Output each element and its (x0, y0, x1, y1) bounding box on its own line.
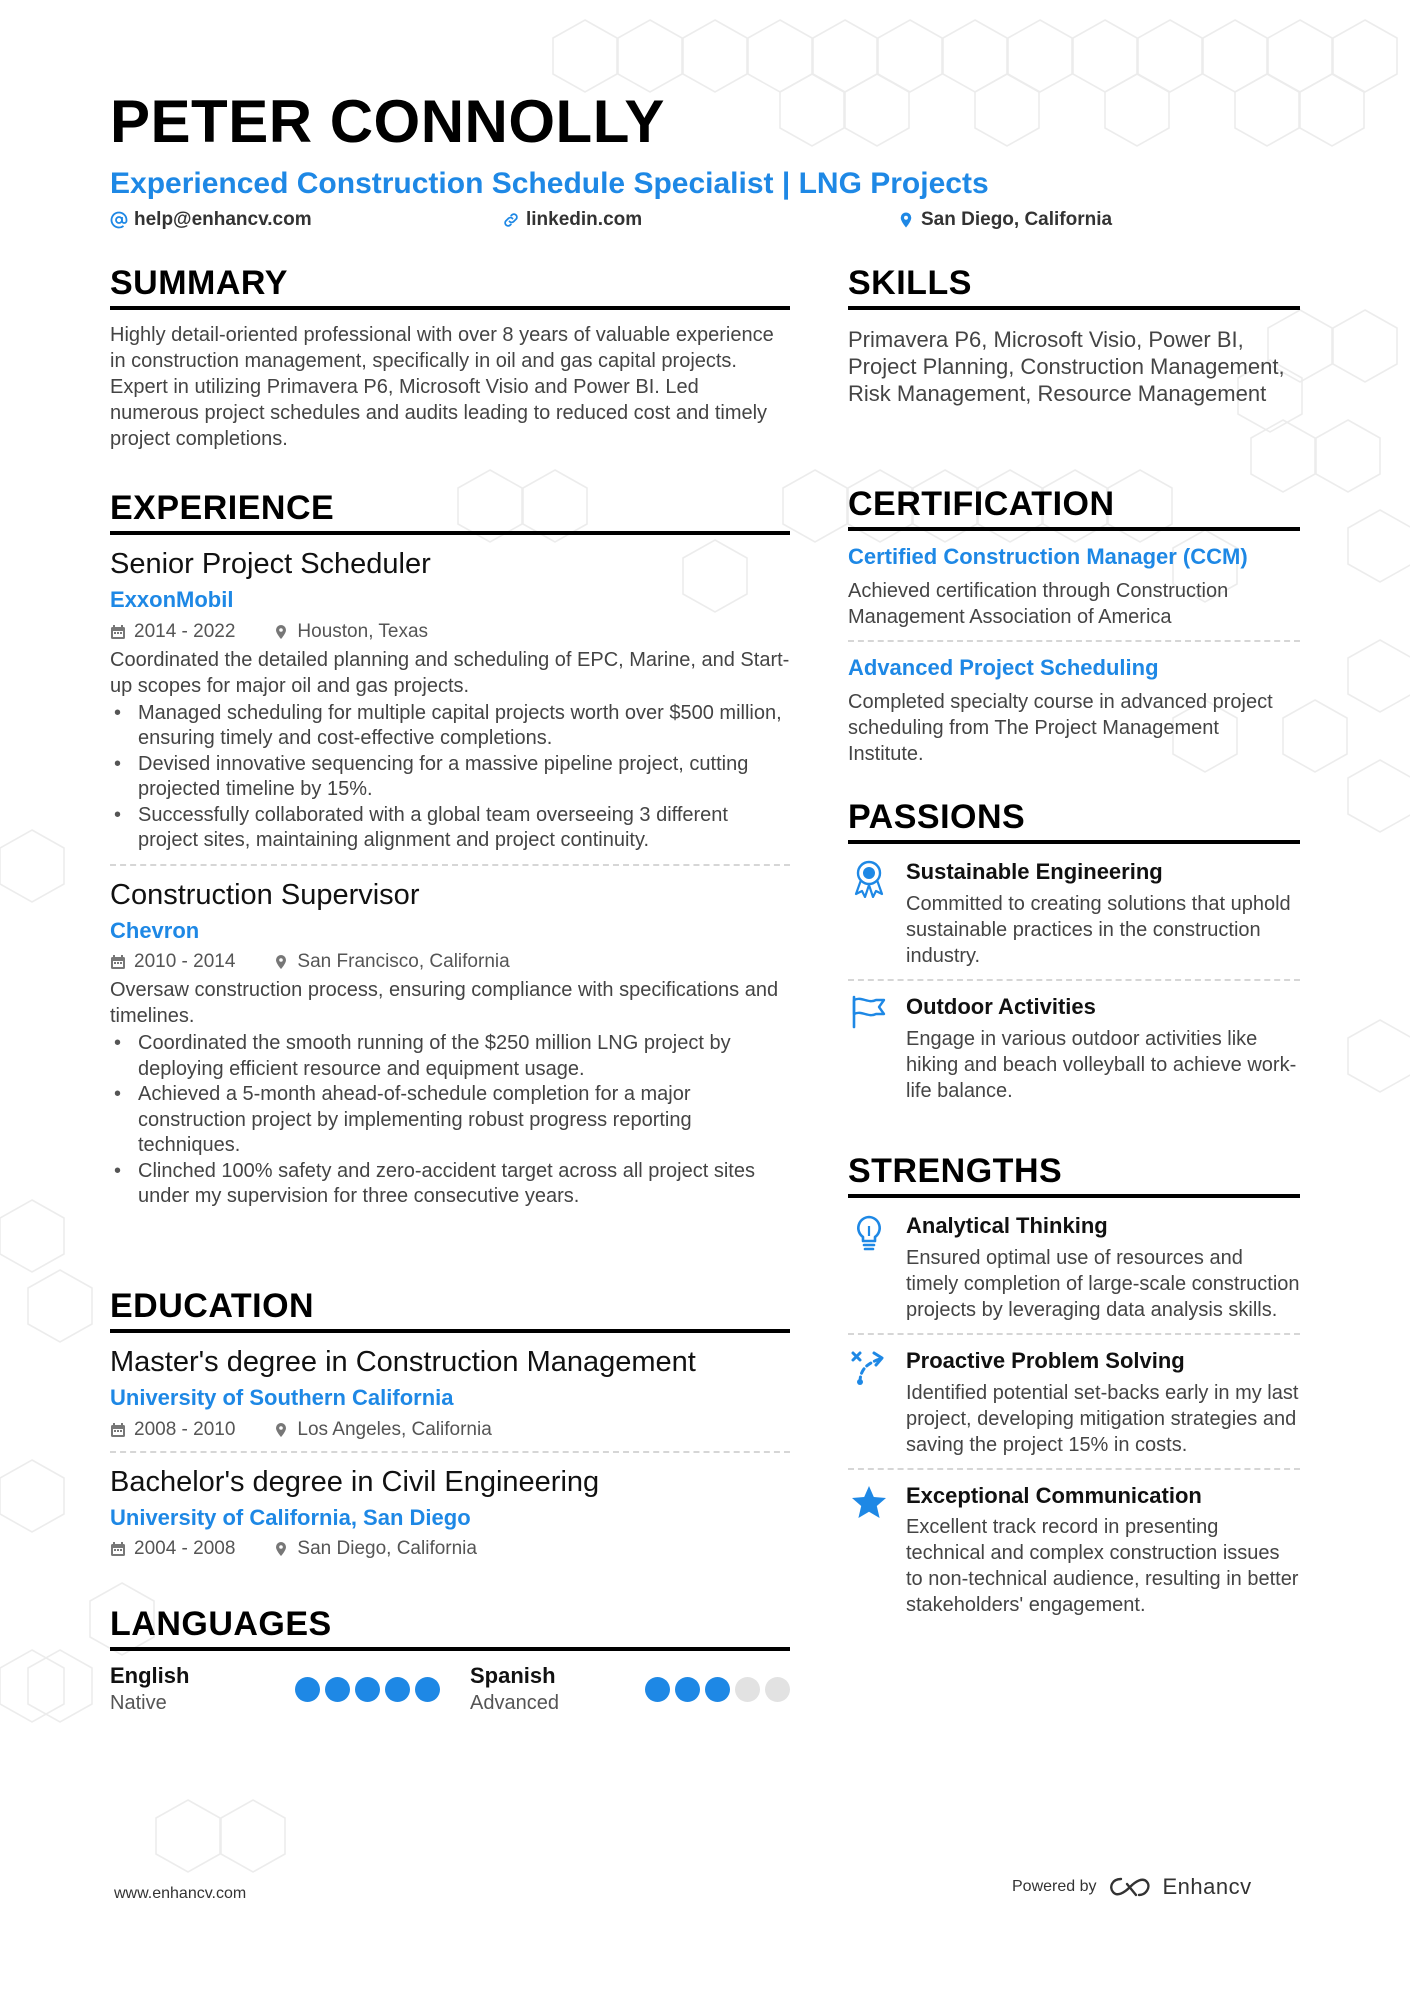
degree-title: Master's degree in Construction Management (110, 1346, 696, 1379)
languages-list (110, 1663, 790, 1715)
calendar-icon (110, 1541, 126, 1557)
strength-description: Ensured optimal use of resources and timely completion of large-scale construction projects by leveraging data analysis skills. (906, 1246, 1300, 1321)
passions-heading: PASSIONS (848, 799, 1300, 844)
strength-description: Identified potential set-backs early in my last project, developing mitigation strategies and saving the project 15% in costs. (906, 1381, 1299, 1456)
job-bullet: • Clinched 100% safety and zero-accident target across all project sites under my supervision for three consecutive years. (138, 1159, 790, 1210)
languages-heading: LANGUAGES (110, 1606, 790, 1651)
language-name: Spanish (470, 1663, 556, 1689)
passion-description: Committed to creating solutions that uphold sustainable practices in the construction industry. (906, 892, 1291, 967)
language-level: Advanced (470, 1691, 559, 1714)
job-location: San Francisco, California (297, 951, 510, 973)
passion-item (848, 858, 1300, 969)
rating-dot (355, 1677, 380, 1702)
dashed-divider (848, 1333, 1300, 1335)
location-pin-icon (273, 954, 289, 970)
dashed-divider (848, 640, 1300, 642)
education-dates: 2008 - 2010 (134, 1418, 236, 1440)
strength-title: Exceptional Communication (906, 1482, 1202, 1508)
experience-heading: EXPERIENCE (110, 490, 790, 535)
location-text: San Diego, California (921, 209, 1113, 230)
rating-dot (415, 1677, 440, 1702)
award-ribbon-icon (852, 860, 886, 898)
job-meta (110, 621, 790, 643)
job-dates: 2014 - 2022 (134, 620, 236, 642)
location-pin-icon (273, 624, 289, 640)
experience-entry (110, 878, 790, 1210)
candidate-tagline: Experienced Construction Schedule Specialist | LNG Projects (110, 167, 989, 200)
education-entry (110, 1345, 790, 1440)
school-name: University of California, San Diego (110, 1504, 471, 1530)
strength-description: Excellent track record in presenting technical and complex construction issues to non-technical audience, resulting in better stakeholders' engagement. (906, 1516, 1299, 1617)
education-heading: EDUCATION (110, 1288, 790, 1333)
language-rating (645, 1677, 790, 1702)
dashed-divider (848, 1468, 1300, 1470)
linkedin-text: linkedin.com (526, 209, 643, 230)
certification-name: Advanced Project Scheduling (848, 654, 1159, 680)
rating-dot (385, 1677, 410, 1702)
strength-item (848, 1347, 1300, 1458)
summary-heading: SUMMARY (110, 265, 790, 310)
strength-title: Analytical Thinking (906, 1213, 1108, 1239)
job-bullets (110, 1031, 790, 1210)
job-bullet: • Devised innovative sequencing for a massive pipeline project, cutting projected timeline by 15%. (138, 752, 790, 803)
certification-item (848, 543, 1300, 630)
language-level: Native (110, 1691, 167, 1714)
star-icon (850, 1484, 888, 1520)
job-bullet: • Managed scheduling for multiple capital projects worth over $500 million, ensuring timely and cost-effective completions. (138, 701, 790, 752)
location-pin-icon (273, 1422, 289, 1438)
calendar-icon (110, 624, 126, 640)
language-item (470, 1663, 790, 1715)
lightbulb-icon (854, 1214, 884, 1252)
passion-description: Engage in various outdoor activities like hiking and beach volleyball to achieve work-life balance. (906, 1027, 1297, 1102)
education-location: Los Angeles, California (297, 1418, 492, 1440)
language-name: English (110, 1663, 190, 1689)
job-dates: 2010 - 2014 (134, 951, 236, 973)
rating-dot (765, 1677, 790, 1702)
footer-branding[interactable] (1012, 1874, 1252, 1900)
languages-section (110, 1606, 790, 1716)
language-rating (295, 1677, 440, 1702)
candidate-name: PETER CONNOLLY (110, 88, 665, 155)
skills-section (848, 265, 1300, 407)
flag-icon (850, 995, 888, 1029)
footer-website[interactable]: www.enhancv.com (114, 1885, 247, 1902)
calendar-icon (110, 1422, 126, 1438)
location-pin-icon (897, 211, 915, 229)
job-company: Chevron (110, 917, 200, 943)
language-item (110, 1663, 470, 1715)
passion-title: Sustainable Engineering (906, 859, 1163, 885)
certification-section (848, 486, 1300, 767)
skills-heading: SKILLS (848, 265, 1300, 310)
education-location: San Diego, California (297, 1538, 477, 1560)
location-pin-icon (273, 1541, 289, 1557)
certification-heading: CERTIFICATION (848, 486, 1300, 531)
job-company: ExxonMobil (110, 587, 234, 613)
brand-name: Enhancv (1162, 1874, 1252, 1899)
rating-dot (325, 1677, 350, 1702)
strength-item (848, 1212, 1300, 1323)
strength-item (848, 1482, 1300, 1619)
rating-dot (675, 1677, 700, 1702)
job-role: Construction Supervisor (110, 878, 420, 911)
strength-title: Proactive Problem Solving (906, 1347, 1185, 1373)
job-bullet: • Successfully collaborated with a global team overseeing 3 different project sites, maintaining alignment and project continuity. (138, 803, 790, 854)
job-role: Senior Project Scheduler (110, 548, 431, 581)
job-location: Houston, Texas (297, 620, 429, 642)
strategy-path-icon (850, 1349, 888, 1385)
contact-linkedin[interactable] (502, 209, 642, 231)
job-description: Coordinated the detailed planning and scheduling of EPC, Marine, and Start-up scopes for major oil and gas projects. (110, 648, 790, 697)
skills-text: Primavera P6, Microsoft Visio, Power BI, Project Planning, Construction Management, Risk Management, Resource Management (848, 327, 1285, 407)
job-description: Oversaw construction process, ensuring compliance with specifications and timelines. (110, 979, 779, 1028)
certification-name: Certified Construction Manager (CCM) (848, 544, 1248, 570)
strengths-heading: STRENGTHS (848, 1153, 1300, 1198)
rating-dot (295, 1677, 320, 1702)
calendar-icon (110, 954, 126, 970)
enhancv-logo-icon (1107, 1875, 1153, 1899)
job-meta (110, 951, 790, 973)
experience-section (110, 490, 790, 1210)
degree-title: Bachelor's degree in Civil Engineering (110, 1465, 600, 1498)
certification-description: Achieved certification through Construction Management Association of America (848, 579, 1229, 628)
certification-description: Completed specialty course in advanced project scheduling from The Project Management Institute. (848, 690, 1273, 765)
contact-location (897, 209, 1112, 231)
summary-text: Highly detail-oriented professional with over 8 years of valuable experience in construction management, specifically in oil and gas capital projects. Expert in utilizing Primavera P6, Microsoft Visio and Power BI. Led numerous project schedules and audits leading to reduced cost and timely project completions. (110, 324, 774, 451)
summary-section (110, 265, 790, 452)
passions-section (848, 799, 1300, 1104)
rating-dot (705, 1677, 730, 1702)
strengths-section (848, 1153, 1300, 1618)
powered-by-label: Powered by (1012, 1878, 1097, 1895)
link-icon (502, 211, 520, 229)
at-sign-icon (110, 211, 128, 229)
education-section (110, 1288, 790, 1564)
education-meta (110, 1419, 790, 1441)
passion-title: Outdoor Activities (906, 993, 1096, 1019)
contact-email[interactable] (110, 209, 312, 231)
job-bullet: • Achieved a 5-month ahead-of-schedule completion for a major construction project by implementing robust progress reporting techniques. (138, 1082, 790, 1159)
education-entry (110, 1465, 790, 1560)
education-dates: 2004 - 2008 (134, 1538, 236, 1560)
job-bullet: • Coordinated the smooth running of the $250 million LNG project by deploying efficient resource and equipment usage. (138, 1031, 790, 1082)
rating-dot (735, 1677, 760, 1702)
dashed-divider (110, 1451, 790, 1453)
job-bullets (110, 701, 790, 854)
education-meta (110, 1538, 790, 1560)
passion-item (848, 993, 1300, 1104)
rating-dot (645, 1677, 670, 1702)
dashed-divider (848, 979, 1300, 981)
dashed-divider (110, 864, 790, 866)
certification-item (848, 654, 1300, 767)
email-text: help@enhancv.com (134, 209, 312, 230)
experience-entry (110, 547, 790, 853)
school-name: University of Southern California (110, 1385, 454, 1411)
